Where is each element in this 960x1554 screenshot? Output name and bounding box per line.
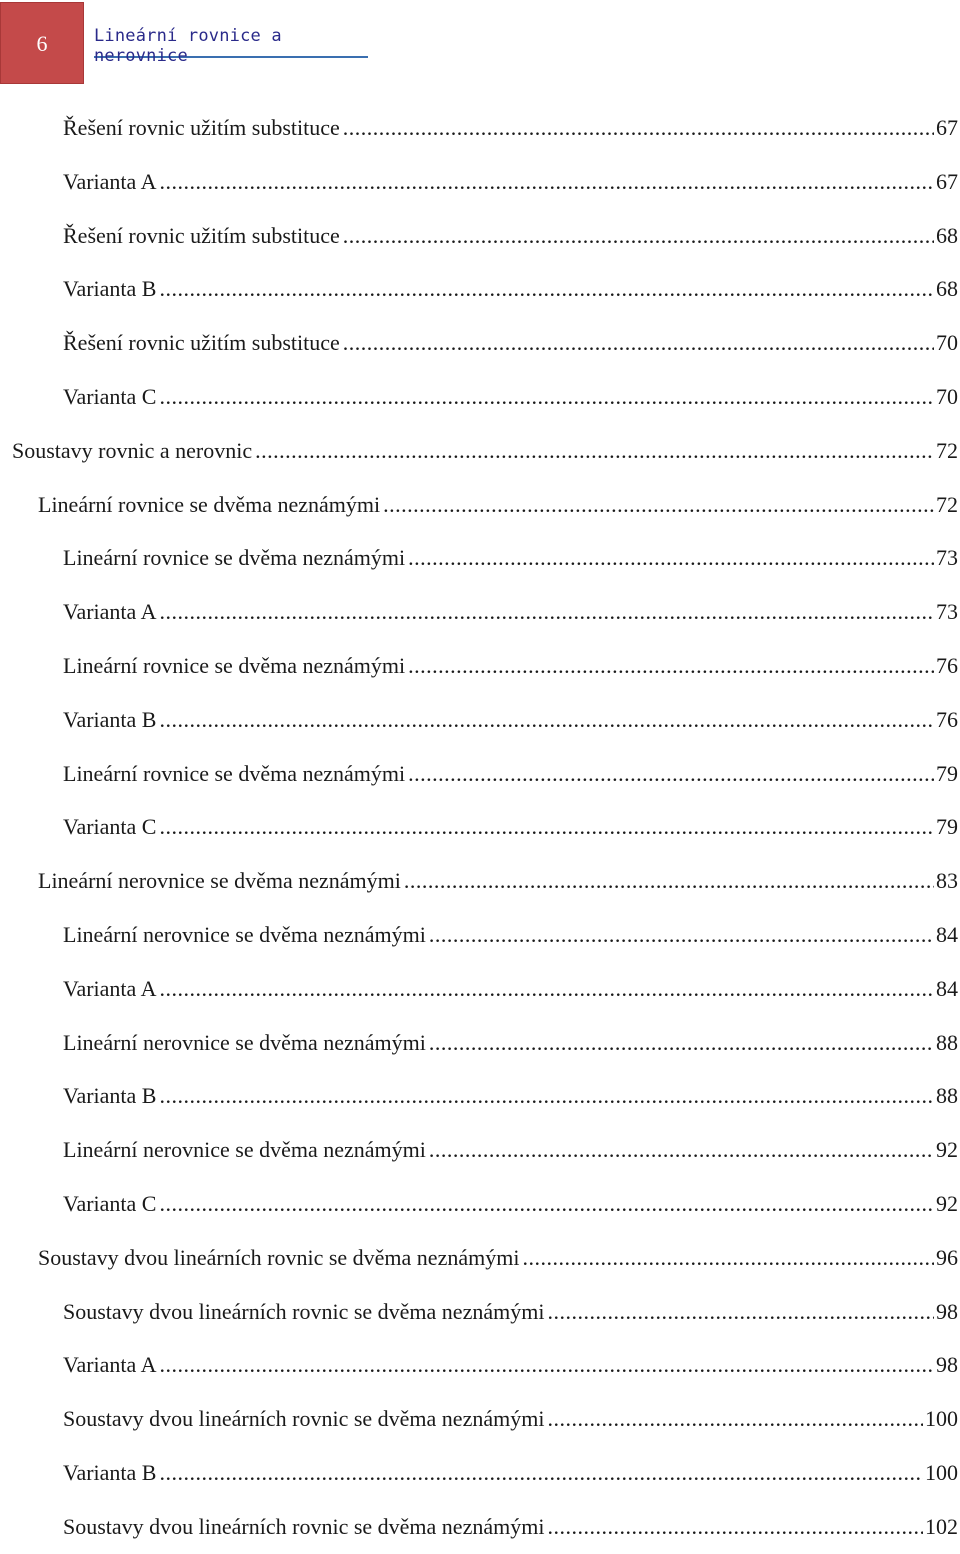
- toc-entry-label: Lineární nerovnice se dvěma neznámými: [63, 1029, 426, 1055]
- toc-entry-label: Soustavy dvou lineárních rovnic se dvěma neznámými: [63, 1406, 545, 1432]
- toc-dot-leader: [159, 262, 934, 316]
- toc-entry[interactable]: [0, 1392, 960, 1446]
- toc-entry-label: Soustavy dvou lineárních rovnic se dvěma neznámými: [63, 1298, 545, 1324]
- toc-entry[interactable]: [0, 1123, 960, 1177]
- toc-entry-page-number: 67: [936, 115, 958, 140]
- toc-entry-page-number: 100: [925, 1459, 958, 1485]
- toc-entry[interactable]: [0, 693, 960, 747]
- toc-entry[interactable]: [0, 209, 960, 263]
- toc-entry-page-number: 73: [936, 599, 958, 625]
- toc-dot-leader: [159, 585, 934, 639]
- table-of-contents: [0, 101, 960, 1554]
- toc-entry-page-number: 100: [925, 1406, 958, 1432]
- toc-entry[interactable]: [0, 424, 960, 478]
- toc-dot-leader: [343, 101, 934, 155]
- toc-entry-label: Varianta B: [63, 276, 157, 302]
- toc-entry-label: Lineární rovnice se dvěma neznámými: [63, 545, 406, 571]
- toc-entry[interactable]: [0, 1338, 960, 1392]
- toc-entry-page-number: 68: [936, 276, 958, 302]
- toc-entry[interactable]: [0, 478, 960, 532]
- toc-entry[interactable]: [0, 155, 960, 209]
- toc-entry[interactable]: [0, 800, 960, 854]
- toc-entry-page-number: 72: [936, 437, 958, 463]
- toc-dot-leader: [547, 1285, 934, 1339]
- toc-dot-leader: [159, 155, 934, 209]
- toc-entry-page-number: 96: [936, 1244, 958, 1270]
- toc-entry[interactable]: [0, 908, 960, 962]
- toc-entry[interactable]: [0, 747, 960, 801]
- toc-entry-label: Lineární nerovnice se dvěma neznámými: [38, 868, 401, 894]
- toc-entry-page-number: 76: [936, 652, 958, 678]
- toc-entry-page-number: 68: [936, 222, 958, 248]
- toc-dot-leader: [159, 962, 934, 1016]
- toc-entry-label: Varianta B: [63, 1083, 157, 1109]
- toc-dot-leader: [255, 424, 934, 478]
- toc-dot-leader: [343, 209, 934, 263]
- toc-dot-leader: [547, 1392, 923, 1446]
- toc-entry-page-number: 84: [936, 975, 958, 1001]
- running-header-title: Lineární rovnice a nerovnice: [94, 26, 368, 58]
- toc-entry[interactable]: [0, 585, 960, 639]
- toc-dot-leader: [159, 1338, 934, 1392]
- toc-entry-page-number: 88: [936, 1083, 958, 1109]
- toc-entry[interactable]: [0, 370, 960, 424]
- toc-entry-label: Lineární nerovnice se dvěma neznámými: [63, 921, 426, 947]
- toc-entry[interactable]: [0, 1231, 960, 1285]
- toc-dot-leader: [159, 1177, 934, 1231]
- toc-dot-leader: [159, 370, 934, 424]
- toc-entry[interactable]: [0, 1446, 960, 1500]
- toc-dot-leader: [429, 1123, 934, 1177]
- toc-entry[interactable]: [0, 316, 960, 370]
- toc-entry[interactable]: [0, 1500, 960, 1554]
- toc-entry[interactable]: [0, 639, 960, 693]
- toc-entry-label: Varianta C: [63, 814, 157, 840]
- toc-dot-leader: [404, 854, 934, 908]
- toc-entry-label: Varianta A: [63, 168, 157, 194]
- toc-entry-label: Lineární nerovnice se dvěma neznámými: [63, 1137, 426, 1163]
- toc-dot-leader: [429, 908, 934, 962]
- toc-dot-leader: [408, 531, 934, 585]
- toc-entry-label: Lineární rovnice se dvěma neznámými: [63, 652, 406, 678]
- toc-entry-page-number: 67: [936, 168, 958, 194]
- toc-dot-leader: [159, 800, 934, 854]
- toc-entry[interactable]: [0, 1016, 960, 1070]
- toc-entry-label: Lineární rovnice se dvěma neznámými: [63, 760, 406, 786]
- toc-entry-page-number: 102: [925, 1513, 958, 1539]
- toc-entry-label: Varianta A: [63, 599, 157, 625]
- toc-entry-page-number: 72: [936, 491, 958, 517]
- toc-entry-page-number: 76: [936, 706, 958, 732]
- toc-dot-leader: [522, 1231, 934, 1285]
- toc-entry-label: Soustavy dvou lineárních rovnic se dvěma neznámými: [38, 1244, 520, 1270]
- toc-entry-page-number: 98: [936, 1352, 958, 1378]
- toc-dot-leader: [429, 1016, 934, 1070]
- toc-entry[interactable]: [0, 1285, 960, 1339]
- toc-entry-label: Soustavy dvou lineárních rovnic se dvěma neznámými: [63, 1513, 545, 1539]
- toc-entry-label: Varianta C: [63, 1190, 157, 1216]
- toc-dot-leader: [159, 693, 934, 747]
- toc-entry-page-number: 70: [936, 383, 958, 409]
- toc-entry-label: Řešení rovnic užitím substituce: [63, 115, 340, 140]
- toc-dot-leader: [547, 1500, 923, 1554]
- toc-entry[interactable]: [0, 854, 960, 908]
- toc-entry-label: Soustavy rovnic a nerovnic: [12, 437, 253, 463]
- toc-entry-page-number: 92: [936, 1137, 958, 1163]
- toc-entry-page-number: 92: [936, 1190, 958, 1216]
- toc-entry-label: Varianta A: [63, 1352, 157, 1378]
- toc-entry-page-number: 73: [936, 545, 958, 571]
- toc-entry-label: Varianta B: [63, 706, 157, 732]
- toc-entry[interactable]: [0, 101, 960, 155]
- toc-entry-label: Lineární rovnice se dvěma neznámými: [38, 491, 381, 517]
- toc-entry-label: Řešení rovnic užitím substituce: [63, 330, 340, 356]
- toc-dot-leader: [159, 1069, 934, 1123]
- toc-entry[interactable]: [0, 262, 960, 316]
- toc-entry-label: Varianta A: [63, 975, 157, 1001]
- toc-entry-page-number: 79: [936, 814, 958, 840]
- toc-dot-leader: [408, 639, 934, 693]
- toc-entry-page-number: 79: [936, 760, 958, 786]
- toc-entry[interactable]: [0, 1069, 960, 1123]
- toc-dot-leader: [408, 747, 934, 801]
- toc-entry[interactable]: [0, 962, 960, 1016]
- toc-entry-label: Řešení rovnic užitím substituce: [63, 222, 340, 248]
- toc-entry-page-number: 83: [936, 868, 958, 894]
- toc-entry-page-number: 88: [936, 1029, 958, 1055]
- toc-dot-leader: [159, 1446, 923, 1500]
- toc-entry-page-number: 84: [936, 921, 958, 947]
- toc-entry-page-number: 70: [936, 330, 958, 356]
- toc-entry[interactable]: [0, 1177, 960, 1231]
- toc-entry[interactable]: [0, 531, 960, 585]
- toc-dot-leader: [343, 316, 934, 370]
- toc-entry-label: Varianta B: [63, 1459, 157, 1485]
- toc-entry-label: Varianta C: [63, 383, 157, 409]
- toc-entry-page-number: 98: [936, 1298, 958, 1324]
- page-number-badge: 6: [0, 2, 84, 84]
- toc-dot-leader: [383, 478, 934, 532]
